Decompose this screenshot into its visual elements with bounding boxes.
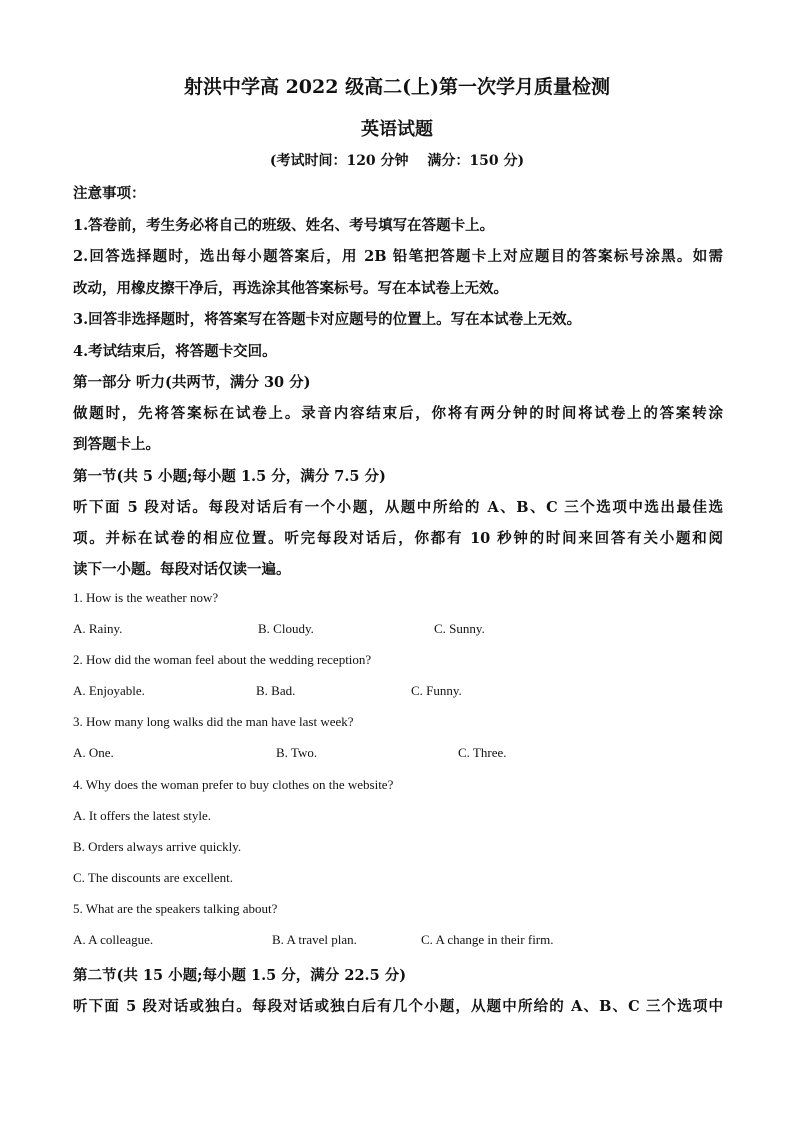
option-a: A. Enjoyable. <box>73 683 145 698</box>
question-stem: 3. How many long walks did the man have last week? <box>73 714 354 729</box>
option-a: A. A colleague. <box>73 932 154 947</box>
part1-instruction-1: 做题时，先将答案标在试卷上。录音内容结束后，你将有两分钟的时间将试卷上的答案转涂 <box>73 405 723 422</box>
part1-heading: 第一部分 听力(共两节，满分 30 分) <box>73 374 311 391</box>
option-b: B. Orders always arrive quickly. <box>73 839 242 854</box>
section1-instruction-2: 项。并标在试卷的相应位置。听完每段对话后，你都有 10 秒钟的时间来回答有关小题和阅 <box>73 530 723 547</box>
section2-heading: 第二节(共 15 小题;每小题 1.5 分，满分 22.5 分) <box>73 967 407 984</box>
option-c: C. Funny. <box>411 683 462 698</box>
exam-info: (考试时间：120 分钟 满分：150 分) <box>269 153 525 169</box>
section1-instruction-3: 读下一小题。每段对话仅读一遍。 <box>73 561 291 578</box>
option-a: A. One. <box>73 745 114 760</box>
option-b: B. Bad. <box>256 683 296 698</box>
option-b: B. Two. <box>276 745 318 760</box>
question-stem: 1. How is the weather now? <box>73 590 219 605</box>
option-a: A. Rainy. <box>73 621 123 636</box>
part1-instruction-2: 到答题卡上。 <box>73 436 160 453</box>
note-item-4: 4.考试结束后，将答题卡交回。 <box>73 343 277 360</box>
option-c: C. A change in their firm. <box>421 932 554 947</box>
question-stem: 2. How did the woman feel about the wedding reception? <box>73 652 372 667</box>
note-item-1: 1.答卷前，考生务必将自己的班级、姓名、考号填写在答题卡上。 <box>73 217 495 234</box>
option-c: C. Sunny. <box>434 621 485 636</box>
option-b: B. Cloudy. <box>258 621 314 636</box>
question-stem: 5. What are the speakers talking about? <box>73 901 278 916</box>
note-item-3: 3.回答非选择题时，将答案写在答题卡对应题号的位置上。写在本试卷上无效。 <box>73 311 582 328</box>
exam-title: 射洪中学高 2022 级高二(上)第一次学月质量检测 <box>183 76 611 98</box>
option-b: B. A travel plan. <box>272 932 357 947</box>
notes-heading: 注意事项： <box>73 185 146 202</box>
option-c: C. The discounts are excellent. <box>73 870 234 885</box>
question-stem: 4. Why does the woman prefer to buy clothes on the website? <box>73 777 394 792</box>
section1-instruction-1: 听下面 5 段对话。每段对话后有一个小题，从题中所给的 A、B、C 三个选项中选出最佳选 <box>73 499 723 516</box>
subject-title: 英语试题 <box>361 119 433 140</box>
option-a: A. It offers the latest style. <box>73 808 212 823</box>
note-item-2-cont: 改动，用橡皮擦干净后，再选涂其他答案标号。写在本试卷上无效。 <box>73 280 508 297</box>
section1-heading: 第一节(共 5 小题;每小题 1.5 分，满分 7.5 分) <box>73 468 386 485</box>
section2-instruction-1: 听下面 5 段对话或独白。每段对话或独白后有几个小题，从题中所给的 A、B、C 三个选项中 <box>73 998 723 1015</box>
note-item-2: 2.回答选择题时，选出每小题答案后，用 2B 铅笔把答题卡上对应题目的答案标号涂黑。如需 <box>73 248 723 265</box>
option-c: C. Three. <box>458 745 507 760</box>
